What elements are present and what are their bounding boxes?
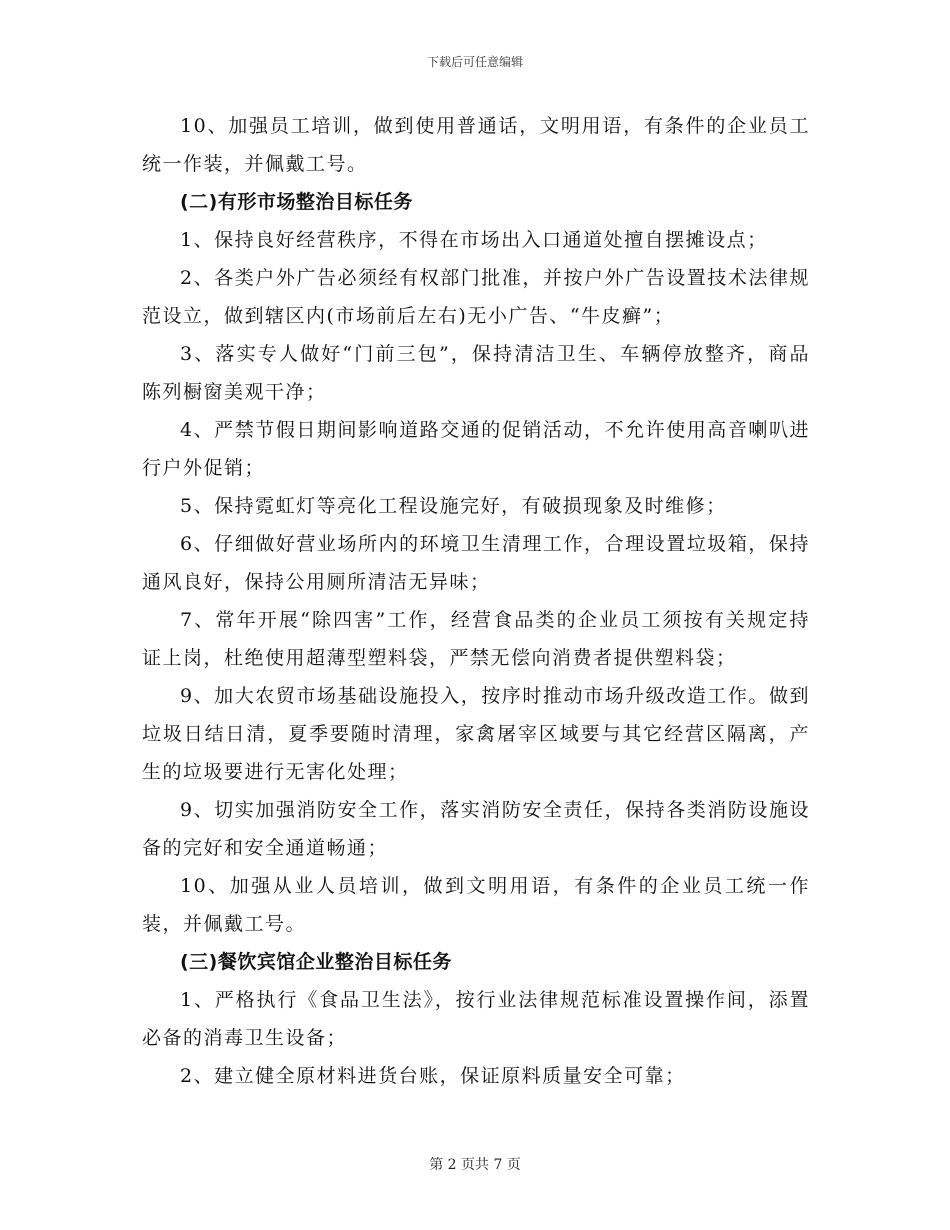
paragraph: 1、严格执行《食品卫生法》，按行业法律规范标准设置操作间，添置必备的消毒卫生设备；: [142, 989, 810, 1049]
paragraph: 3、落实专人做好“门前三包”，保持清洁卫生、车辆停放整齐，商品陈列橱窗美观干净；: [142, 343, 810, 403]
page-header: 下载后可任意编辑: [426, 55, 523, 69]
paragraph: 10、加强员工培训，做到使用普通话，文明用语，有条件的企业员工统一作装，并佩戴工号。: [142, 115, 810, 175]
paragraph: 9、加大农贸市场基础设施投入，按序时推动市场升级改造工作。做到垃圾日结日清，夏季要随时清理，家禽屠宰区域要与其它经营区隔离，产生的垃圾要进行无害化处理；: [142, 685, 810, 783]
paragraph: 6、仔细做好营业场所内的环境卫生清理工作，合理设置垃圾箱，保持通风良好，保持公用厕所清洁无异味；: [142, 533, 810, 593]
paragraph: 9、切实加强消防安全工作，落实消防安全责任，保持各类消防设施设备的完好和安全通道畅通；: [142, 799, 810, 859]
paragraph: 5、保持霓虹灯等亮化工程设施完好，有破损现象及时维修；: [180, 495, 727, 517]
paragraph: 1、保持良好经营秩序，不得在市场出入口通道处擅自摆摊设点；: [180, 229, 768, 251]
paragraph: 7、常年开展“除四害”工作，经营食品类的企业员工须按有关规定持证上岗，杜绝使用超薄型塑料袋，严禁无偿向消费者提供塑料袋；: [142, 609, 810, 669]
paragraph: 2、建立健全原材料进货台账，保证原料质量安全可靠；: [180, 1065, 686, 1087]
paragraph: 4、严禁节假日期间影响道路交通的促销活动，不允许使用高音喇叭进行户外促销；: [142, 419, 810, 479]
page-number: 第 2 页共 7 页: [429, 1157, 521, 1173]
paragraph: 10、加强从业人员培训，做到文明用语，有条件的企业员工统一作装，并佩戴工号。: [142, 875, 810, 935]
document-body: [142, 107, 810, 1095]
section-heading: (三)餐饮宾馆企业整治目标任务: [180, 951, 452, 973]
paragraph: 2、各类户外广告必须经有权部门批准，并按户外广告设置技术法律规范设立，做到辖区内(市场前后左右)无小广告、“牛皮癣”；: [142, 267, 810, 327]
section-heading: (二)有形市场整治目标任务: [180, 191, 413, 213]
